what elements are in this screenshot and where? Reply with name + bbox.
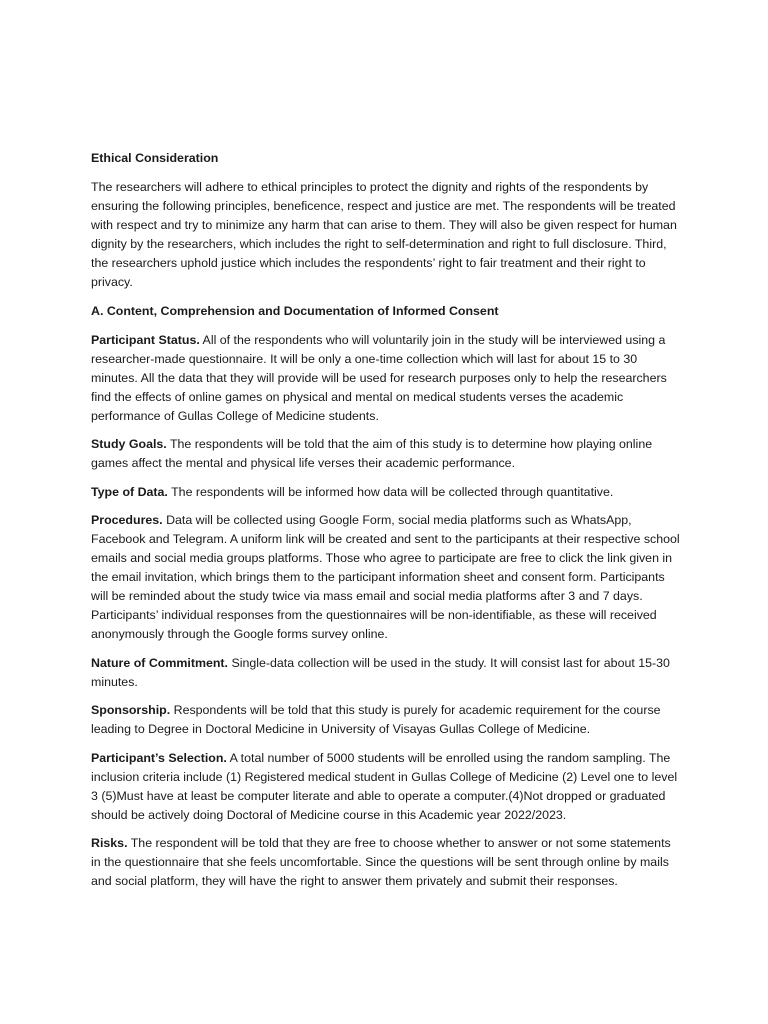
paragraph-text: Single-data collection will be used in the study. It will consist last for about 15-30 minutes. [91, 655, 670, 689]
paragraph-text: The respondents will be told that the aim of this study is to determine how playing online games affect the mental and physical life verses their academic performance. [91, 437, 653, 470]
paragraph-label: Procedures. [91, 513, 163, 527]
document-page [91, 149, 683, 901]
sponsorship-paragraph [91, 701, 683, 739]
paragraph-text: All of the respondents who will voluntarily join in the study will be interviewed using a researcher-made questionnaire. It will be only a one-time collection which will last for about 15 to 30 minutes. All the data that they will provide will be used for research purposes only to help the researchers find the effects of online games on physical and mental on medical students verses the academic performance of Gullas College of Medicine students. [91, 332, 667, 423]
paragraph-label: Sponsorship. [91, 703, 171, 717]
paragraph-text: The respondent will be told that they are free to choose whether to answer or not some statements in the questionnaire that she feels uncomfortable. Since the questions will be sent through online by mails and social platform, they will have the right to answer them privately and submit their responses. [91, 836, 671, 888]
paragraph-label: Risks. [91, 836, 128, 850]
procedures-paragraph [91, 511, 683, 644]
paragraph-label: Participant Status. [91, 332, 200, 347]
paragraph-label: Participant’s Selection. [91, 750, 227, 765]
paragraph-label: Nature of Commitment. [91, 655, 228, 670]
paragraph-text: Data will be collected using Google Form, social media platforms such as WhatsApp, Facebook and Telegram. A uniform link will be created and sent to the participants at their respective school emails and social media groups platforms. Those who agree to participate are free to click the link given in the email invitation, which brings them to the participant information sheet and consent form. Participants will be reminded about the study twice via mass email and social media platforms after 3 and 7 days. Participants’ individual responses from the questionnaires will be non-identifiable, as these will received anonymously through the Google forms survey online. [91, 513, 680, 641]
document-title: Ethical Consideration [91, 151, 219, 165]
participant-status-paragraph [91, 331, 683, 426]
paragraph-label: Study Goals. [91, 437, 167, 451]
participant-selection-paragraph [91, 749, 683, 825]
type-of-data-paragraph [91, 483, 683, 502]
paragraph-text: Respondents will be told that this study is purely for academic requirement for the course leading to Degree in Doctoral Medicine in University of Visayas Gullas College of Medicine. [91, 703, 661, 736]
paragraph-text: The respondents will be informed how data will be collected through quantitative. [167, 484, 614, 499]
nature-of-commitment-paragraph [91, 654, 683, 692]
section-a-heading: A. Content, Comprehension and Documentation of Informed Consent [91, 303, 499, 318]
intro-paragraph: The researchers will adhere to ethical principles to protect the dignity and rights of the respondents by ensuring the following principles, beneficence, respect and justice are met. The respondents will be treated with respect and try to minimize any harm that can arise to them. They will also be given respect for human dignity by the researchers, which includes the right to self-determination and right to full disclosure. Third, the researchers uphold justice which includes the respondents’ right to fair treatment and their right to privacy. [91, 180, 677, 289]
paragraph-text: A total number of 5000 students will be enrolled using the random sampling. The inclusion criteria include (1) Registered medical student in Gullas College of Medicine (2) Level one to level 3 (5)Must have at least be computer literate and able to operate a computer.(4)Not dropped or graduated should be actively doing Doctoral of Medicine course in this Academic year 2022/2023. [91, 750, 678, 822]
risks-paragraph [91, 834, 683, 891]
study-goals-paragraph [91, 435, 683, 473]
paragraph-label: Type of Data. [91, 484, 168, 499]
